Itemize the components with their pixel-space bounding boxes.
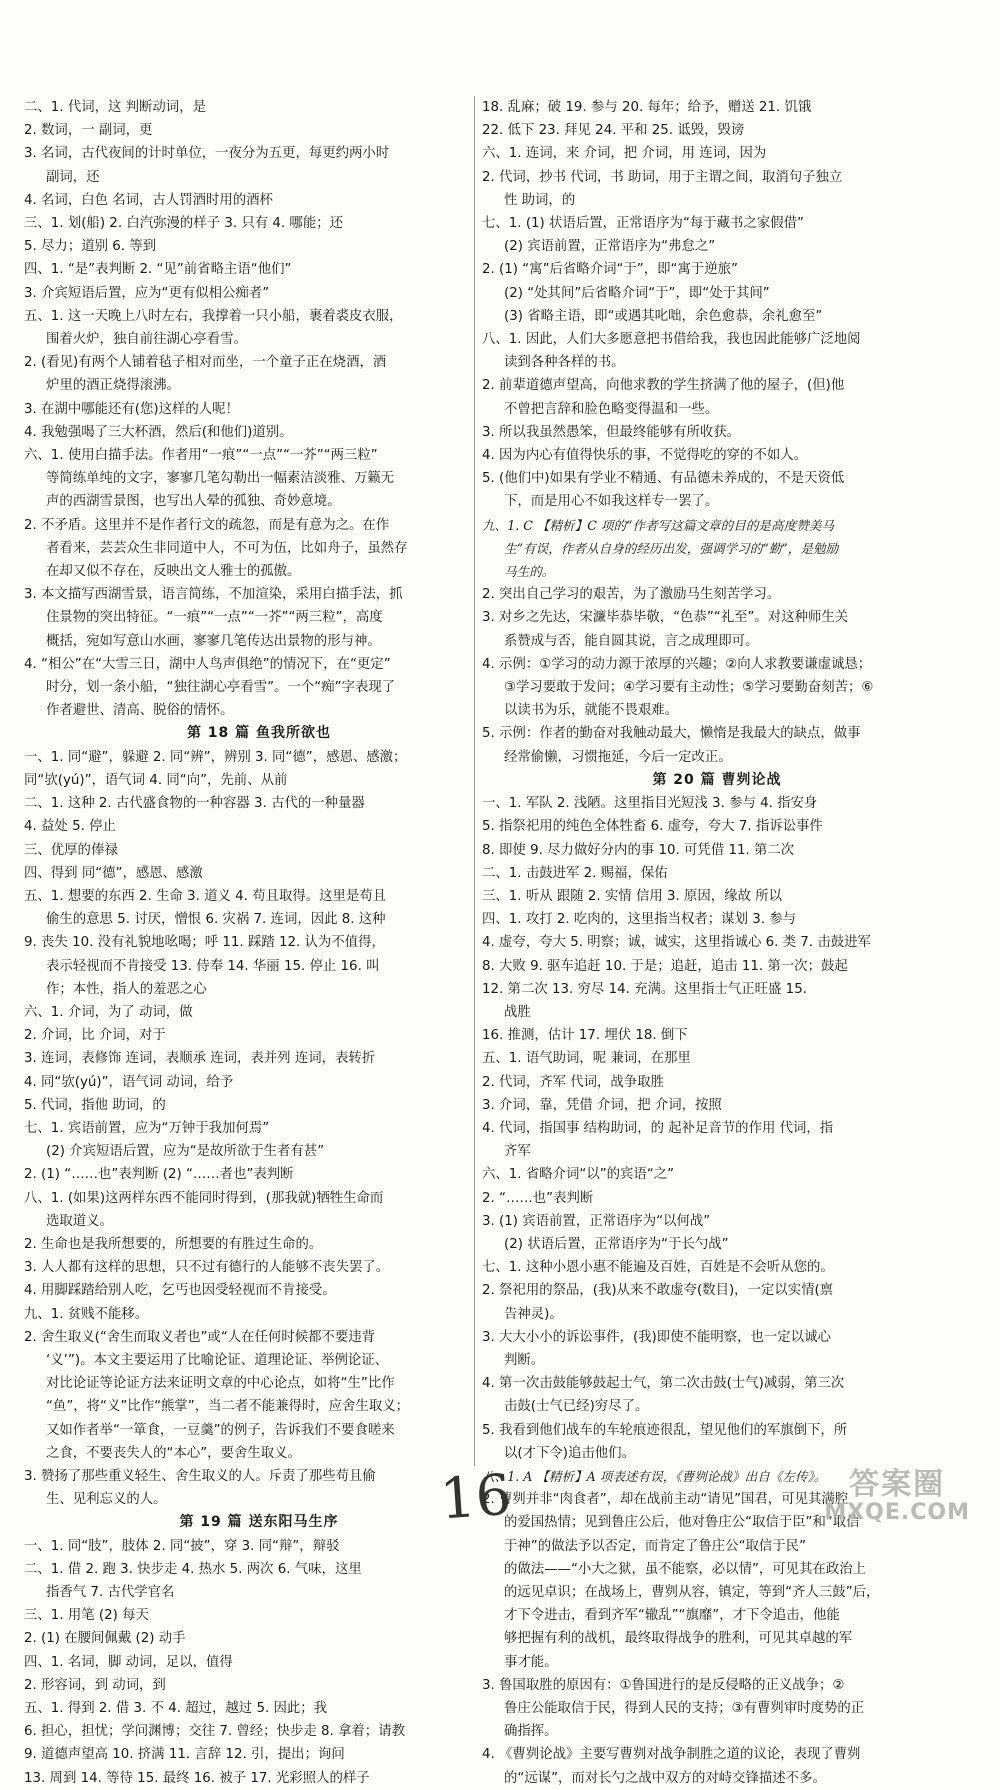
answer-line: 二、1. 击鼓进军 2. 赐福，保佑 — [482, 865, 668, 881]
answer-line: 2. 数词，一 副词，更 — [24, 123, 153, 139]
answer-line: 8. 大败 9. 驱车追赶 10. 于是；追赶，追击 11. 第一次；鼓起 — [482, 958, 848, 974]
answer-line: 9. 道德声望高 10. 挤满 11. 言辞 12. 引，提出；询问 — [24, 1747, 345, 1763]
answer-line: 四、1. 名词，脚 动词，足以，值得 — [24, 1654, 233, 1670]
answer-line: 一、1. 同“肢”，肢体 2. 同“披”，穿 3. 同“辩”，辩驳 — [24, 1538, 340, 1554]
answer-line: 3. 本文描写西湖雪景，语言简练，不加渲染，采用白描手法，抓 — [24, 587, 403, 603]
answer-line: 5. 我看到他们战车的车轮痕迹很乱，望见他们的军旗倒下，所 — [482, 1422, 848, 1438]
answer-line: 3. 人人都有这样的思想，只不过有德行的人能够不丧失罢了。 — [24, 1260, 390, 1276]
answer-line-continued: 以读书为乐，就能不畏艰难。 — [504, 703, 679, 719]
answer-line: 六、1. 介词，为了 动词，做 — [24, 1004, 193, 1020]
answer-line-continued: (2) 宾语前置，正常语序为“弗怠之” — [504, 239, 716, 255]
answer-line: 8. 即使 9. 尽力做好分内的事 10. 可凭借 11. 第二次 — [482, 842, 795, 858]
answer-line-continued: 作；本性，指人的羞恶之心 — [46, 981, 207, 997]
answer-line: 18. 乱麻；破 19. 参与 20. 每年；给予，赠送 21. 饥饿 — [482, 100, 812, 115]
answer-line: 4. “相公”在“大雪三日，湖中人鸟声俱绝”的情况下，在“更定” — [24, 656, 391, 672]
answer-line-continued: 以(才下令)追击他们。 — [504, 1445, 635, 1461]
answer-line: 2. 舍生取义(“舍生而取义者也”或“人在任何时候都不要违背 — [24, 1329, 376, 1345]
answer-line: 2. 前辈道德声望高，向他求教的学生挤满了他的屋子，(但)他 — [482, 378, 845, 394]
answer-line-continued: (2) 状语后置，正常语序为“于长勺战” — [504, 1236, 729, 1252]
answer-line-continued: ‘义’”)。本文主要运用了比喻论证、道理论证、举例论证、 — [46, 1352, 389, 1368]
answer-line-continued: 的“远谋”，而对长勺之战中双方的对峙交锋描述不多。 — [504, 1770, 826, 1786]
analysis-note: 九、1. C 【精析】C 项的“作者写这篇文章的目的是高度赞美马 — [482, 517, 834, 533]
answer-line-continued: 战胜 — [504, 1004, 531, 1020]
answer-line-continued: 鲁庄公能取信于民，得到人民的支持；③有曹刿审时度势的正 — [504, 1701, 865, 1717]
answer-line: 七、1. 这种小恩小惠不能遍及百姓，百姓是不会听从您的。 — [482, 1260, 834, 1276]
answer-line: 六、1. 连词，来 介词，把 介词，用 连词，因为 — [482, 146, 767, 162]
answer-line-continued: 判断。 — [504, 1352, 545, 1368]
answer-line-continued: 等简练单纯的文字，寥寥几笔勾勒出一幅素洁淡雅、万籁无 — [46, 471, 395, 487]
answer-line-continued: 副词，还 — [46, 169, 100, 185]
answer-line: 4. 同“欤(yú)”，语气词 动词，给予 — [24, 1074, 234, 1090]
answer-line: 四、得到 同“德”，感恩、感激 — [24, 865, 203, 881]
answer-line: 八、1. 因此，人们大多愿意把书借给我，我也因此能够广泛地阅 — [482, 332, 861, 348]
answer-line-continued: 才下令进击，看到齐军“辙乱”“旗靡”，才下令追击，他能 — [504, 1608, 840, 1624]
answer-line: 六、1. 使用白描手法。作者用“一痕”“一点”“一芥”“两三粒” — [24, 448, 378, 464]
answer-line: 3. (1) 宾语前置，正常语序为“以何战” — [482, 1213, 711, 1229]
answer-line: 4. 用脚踩踏给别人吃，乞丐也因受轻视而不肯接受。 — [24, 1283, 336, 1299]
answer-line-continued: 者看来，芸芸众生非同道中人，不可为伍，比如舟子，虽然存 — [46, 540, 408, 556]
answer-line-continued: 确指挥。 — [504, 1724, 558, 1740]
answer-line: 3. 连词，表修饰 连词，表顺承 连词，表并列 连词，表转折 — [24, 1051, 376, 1067]
section-heading: 第 18 篇 鱼我所欲也 — [186, 725, 332, 742]
answer-line: 3. 介词，靠，凭借 介词，把 介词，按照 — [482, 1097, 722, 1113]
answer-line: 6. 担心，担忧；学问渊博；交往 7. 曾经；快步走 8. 拿着；请教 — [24, 1724, 405, 1740]
answer-line: 13. 周到 14. 等待 15. 最终 16. 被子 17. 光彩照人的样子 — [24, 1770, 370, 1786]
answer-line: 5. 尽力；道别 6. 等到 — [24, 239, 157, 255]
analysis-note-continued: 生”有误，作者从自身的经历出发，强调学习的“勤”，是勉励 — [504, 540, 839, 556]
answer-line-continued: 概括，宛如写意山水画，寥寥几笔传达出景物的形与神。 — [46, 633, 381, 649]
answer-line-continued: 时分，划一条小船，“独往湖心亭看雪”。一个“痴”字表现了 — [46, 680, 396, 696]
answer-line-continued: ③学习要敢于发问；④学习要有主动性；⑤学习要勤奋刻苦；⑥ — [504, 680, 874, 696]
answer-line: 4. 虚夸，夸大 5. 明察；诚，诚实，这里指诚心 6. 类 7. 击鼓进军 — [482, 935, 871, 951]
answer-line: 四、1. “是”表判断 2. “见”前省略主语“他们” — [24, 262, 292, 278]
right-column — [482, 96, 952, 1790]
answer-line: 五、1. 想要的东西 2. 生命 3. 道义 4. 苟且取得。这里是苟且 — [24, 888, 387, 904]
answer-line: 二、1. 借 2. 跑 3. 快步走 4. 热水 5. 两次 6. 气味，这里 — [24, 1561, 362, 1577]
answer-line: 3. 所以我虽然愚笨，但最终能够有所收获。 — [482, 424, 741, 440]
answer-line: 2. 形容词，到 动词，到 — [24, 1677, 166, 1693]
answer-line: 9. 丧失 10. 没有礼貌地吆喝；呼 11. 踩踏 12. 认为不值得， — [24, 935, 385, 951]
answer-line: 一、1. 军队 2. 浅陋。这里指目光短浅 3. 参与 4. 指安身 — [482, 796, 818, 812]
answer-line-continued: 不曾把言辞和脸色略变得温和一些。 — [504, 401, 719, 417]
analysis-note-continued: 马生的。 — [504, 564, 555, 580]
answer-line: 五、1. 得到 2. 借 3. 不 4. 超过，越过 5. 因此；我 — [24, 1701, 328, 1717]
answer-line-continued: 作者避世、清高、脱俗的情怀。 — [46, 703, 234, 719]
answer-line: 五、1. 这一天晚上八时左右，我撑着一只小船，裹着裘皮衣服， — [24, 308, 403, 324]
watermark-url: MXQE.COM — [824, 1500, 970, 1525]
answer-line-continued: 读到各种各样的书。 — [504, 355, 625, 371]
answer-line: 3. 赞扬了那些重义轻生、舍生取义的人。斥责了那些苟且偷 — [24, 1468, 376, 1484]
answer-line: 三、1. 划(船) 2. 白汽弥漫的样子 3. 只有 4. 哪能；还 — [24, 216, 343, 232]
answer-line: 3. 名词，古代夜间的计时单位，一夜分为五更，每更约两小时 — [24, 146, 390, 162]
answer-line-continued: 性 助词，的 — [504, 192, 576, 208]
answer-line: 三、1. 听从 跟随 2. 实情 信用 3. 原因，缘故 所以 — [482, 888, 783, 904]
answer-line: 2. 代词，抄书 代词，书 助词，用于主谓之间，取消句子独立 — [482, 169, 843, 185]
answer-line-continued: 告神灵)。 — [504, 1306, 563, 1322]
section-heading: 第 20 篇 曹刿论战 — [652, 771, 782, 788]
answer-line: 七、1. (1) 状语后置，正常语序为“每于藏书之家假借” — [482, 216, 804, 232]
answer-line-continued: 事才能。 — [504, 1654, 558, 1670]
answer-line: 4. 益处 5. 停止 — [24, 819, 116, 835]
answer-line: 二、1. 这种 2. 古代盛食物的一种容器 3. 古代的一种量器 — [24, 796, 365, 812]
answer-line: 同“欤(yú)”，语气词 4. 同“向”，先前、从前 — [24, 772, 288, 788]
answer-line: 2. 祭祀用的祭品，(我)从来不敢虚夸(数目)，一定以实情(禀 — [482, 1283, 834, 1299]
answer-line: 2. “……也”表判断 — [482, 1190, 594, 1206]
answer-line: 4. 代词，指国事 结构助词，的 起补足音节的作用 代词，指 — [482, 1120, 834, 1136]
answer-line-continued: 住景物的突出特征。“一痕”“一点”“一芥”“两三粒”，高度 — [46, 610, 383, 626]
answer-line-continued: 系赞成与否，能自圆其说，言之成理即可。 — [504, 633, 759, 649]
answer-line-continued: 的爱国热情；见到鲁庄公后，他对鲁庄公“取信于臣”和“取信 — [504, 1515, 860, 1531]
analysis-note: 八、1. A 【精析】A 项表述有误，《曹刿论战》出自《左传》。 — [482, 1468, 827, 1484]
answer-line: 三、优厚的俸禄 — [24, 842, 118, 858]
answer-line: 3. 在湖中哪能还有(您)这样的人呢！ — [24, 401, 239, 417]
answer-line-continued: 的远见卓识；在战场上，曹刿从容，镇定，等到“齐人三鼓”后， — [504, 1585, 880, 1600]
answer-line: 六、1. 省略介词“以”的宾语“之” — [482, 1167, 675, 1183]
answer-line: 2. 代词，齐军 代词，战争取胜 — [482, 1074, 664, 1090]
answer-line: 一、1. 同“避”，躲避 2. 同“辨”，辨别 3. 同“德”，感恩、感激； — [24, 749, 407, 765]
answer-line: 2. (1) “……也”表判断 (2) “……者也”表判断 — [24, 1167, 294, 1183]
answer-line: 3. 对乡之先达，宋濂毕恭毕敬，“色恭”“礼至”。对这种师生关 — [482, 610, 849, 626]
answer-line: 4. 第一次击鼓能够鼓起士气，第二次击鼓(士气)减弱，第三次 — [482, 1376, 845, 1392]
answer-line: 五、1. 语气助词，呢 兼词，在那里 — [482, 1051, 691, 1067]
answer-line-continued: 选取道义。 — [46, 1213, 113, 1229]
answer-line: 5. (他们中)如果有学业不精通、有品德未养成的，不是天资低 — [482, 471, 845, 487]
answer-line-continued: 炉里的酒正烧得滚沸。 — [46, 378, 180, 394]
answer-line: 九、1. 贫贱不能移。 — [24, 1306, 149, 1322]
answer-line: 七、1. 宾语前置，应为“万钟于我加何焉” — [24, 1120, 270, 1136]
answer-line: 5. 代词，指他 助词，的 — [24, 1097, 166, 1113]
answer-line: 四、1. 攻打 2. 吃肉的，这里指当权者；谋划 3. 参与 — [482, 912, 797, 928]
answer-line: 3. 介宾短语后置，应为“更有似相公痴者” — [24, 285, 270, 301]
answer-line-continued: 生、见利忘义的人。 — [46, 1492, 167, 1508]
answer-line: 二、1. 代词，这 判断动词，是 — [24, 100, 206, 115]
answer-line: 八、1. (如果)这两样东西不能同时得到，(那我就)牺牲生命而 — [24, 1190, 384, 1206]
answer-line: 4. 示例：①学习的动力源于浓厚的兴趣；②向人求教要谦虚诚恳； — [482, 656, 872, 672]
answer-line-continued: “鱼”，将“义”比作“熊掌”，当二者不能兼得时，应舍生取义； — [46, 1399, 409, 1415]
watermark-logo — [824, 1467, 970, 1525]
answer-line-continued: 偷生的意思 5. 讨厌，憎恨 6. 灾祸 7. 连词，因此 8. 这种 — [46, 912, 386, 928]
answer-line: 2. 介词，比 介词，对于 — [24, 1028, 166, 1044]
answer-line-continued: 于神”的做法予以否定，而肯定了鲁庄公“取信于民” — [504, 1538, 807, 1554]
answer-line: 22. 低下 23. 拜见 24. 平和 25. 诋毁，毁谤 — [482, 123, 745, 139]
answer-line-continued: (3) 省略主语，即“或遇其叱咄，余色愈恭，余礼愈至” — [504, 308, 823, 324]
answer-line: 2. (1) “寓”后省略介词“于”，即“寓于逆旅” — [482, 262, 738, 278]
answer-line-continued: 又如作者举“一箪食，一豆羹”的例子，告诉我们不要食嗟来 — [46, 1422, 395, 1438]
answer-line-continued: 经常偷懒，习惯拖延，今后一定改正。 — [504, 749, 732, 765]
left-column — [24, 96, 494, 1790]
answer-line: 5. 示例：作者的勤奋对我触动最大，懒惰是我最大的缺点，做事 — [482, 726, 861, 742]
answer-line: 2. 突出自己学习的艰苦，为了激励马生刻苦学习。 — [482, 587, 781, 603]
answer-line-continued: 声的西湖雪景图，也写出人晕的孤独、奇妙意境。 — [46, 494, 341, 510]
answer-line: 三、1. 用笔 (2) 每天 — [24, 1608, 149, 1624]
section-heading: 第 19 篇 送东阳马生序 — [179, 1514, 339, 1531]
answer-line: 3. 大大小小的诉讼事件，(我)即使不能明察，也一定以诚心 — [482, 1329, 831, 1345]
answer-line-continued: 击鼓(士气已经)穷尽了。 — [504, 1399, 649, 1415]
answer-line-continued: 指香气 7. 古代学官名 — [46, 1585, 175, 1600]
watermark-text: 答案圈 — [849, 1467, 946, 1502]
answer-line: 3. 鲁国取胜的原因有：①鲁国进行的是反侵略的正义战争；② — [482, 1677, 845, 1693]
answer-line-continued: 齐军 — [504, 1144, 531, 1160]
answer-line-continued: 表示轻视而不肯接受 13. 侍奉 14. 华丽 15. 停止 16. 叫 — [46, 958, 380, 974]
answer-line: 4. 《曹刿论战》主要写曹刿对战争制胜之道的议论，表现了曹刿 — [482, 1747, 861, 1763]
answer-line-continued: (2) “处其间”后省略介词“于”，即“处于其间” — [504, 285, 770, 301]
answer-line-continued: (2) 介宾短语后置，应为“是故所欲于生者有甚” — [46, 1144, 325, 1160]
answer-line: 2. (看见)有两个人铺着毡子相对而坐，一个童子正在烧酒，酒 — [24, 355, 387, 371]
answer-line-continued: 下，而是用心不如我这样专一罢了。 — [504, 494, 719, 510]
answer-line-continued: 的做法——“小大之狱，虽不能察，必以情”，可见其在政治上 — [504, 1561, 867, 1577]
answer-line: 4. 名词，白色 名词，古人罚酒时用的酒杯 — [24, 192, 273, 208]
answer-line-continued: 对比论证等论证方法来证明文章的中心论点，如将“生”比作 — [46, 1376, 395, 1392]
answer-line-continued: 够把握有利的战机，最终取得战争的胜利，可见其卓越的军 — [504, 1631, 853, 1647]
answer-line: 12. 第二次 13. 穷尽 14. 充满。这里指士气正旺盛 15. — [482, 981, 807, 997]
answer-line-continued: 之食，不要丧失人的“本心”，要舍生取义。 — [46, 1445, 301, 1461]
answer-line-continued: 在却又似不存在，反映出文人雅士的孤傲。 — [46, 564, 301, 580]
answer-line-continued: 围着火炉，独自前往湖心亭看雪。 — [46, 332, 247, 348]
answer-line: 2. 曹刿并非“肉食者”，却在战前主动“请见”国君，可见其满腔 — [482, 1492, 849, 1508]
column-divider — [474, 96, 475, 1466]
answer-line: 4. 因为内心有值得快乐的事，不觉得吃的穿的不如人。 — [482, 448, 808, 464]
answer-line: 2. 不矛盾。这里并不是作者行文的疏忽，而是有意为之。在作 — [24, 517, 390, 533]
answer-line: 2. (1) 在腰间佩戴 (2) 动手 — [24, 1631, 186, 1647]
answer-line: 4. 我勉强喝了三大杯酒，然后(和他们)道别。 — [24, 424, 293, 440]
answer-line: 16. 推测，估计 17. 埋伏 18. 倒下 — [482, 1028, 688, 1044]
page-number: 16 — [437, 1462, 514, 1533]
answer-line: 2. 生命也是我所想要的，所想要的有胜过生命的。 — [24, 1236, 323, 1252]
answer-line: 5. 指祭祀用的纯色全体牲畜 6. 虚夸，夸大 7. 指诉讼事件 — [482, 819, 823, 835]
